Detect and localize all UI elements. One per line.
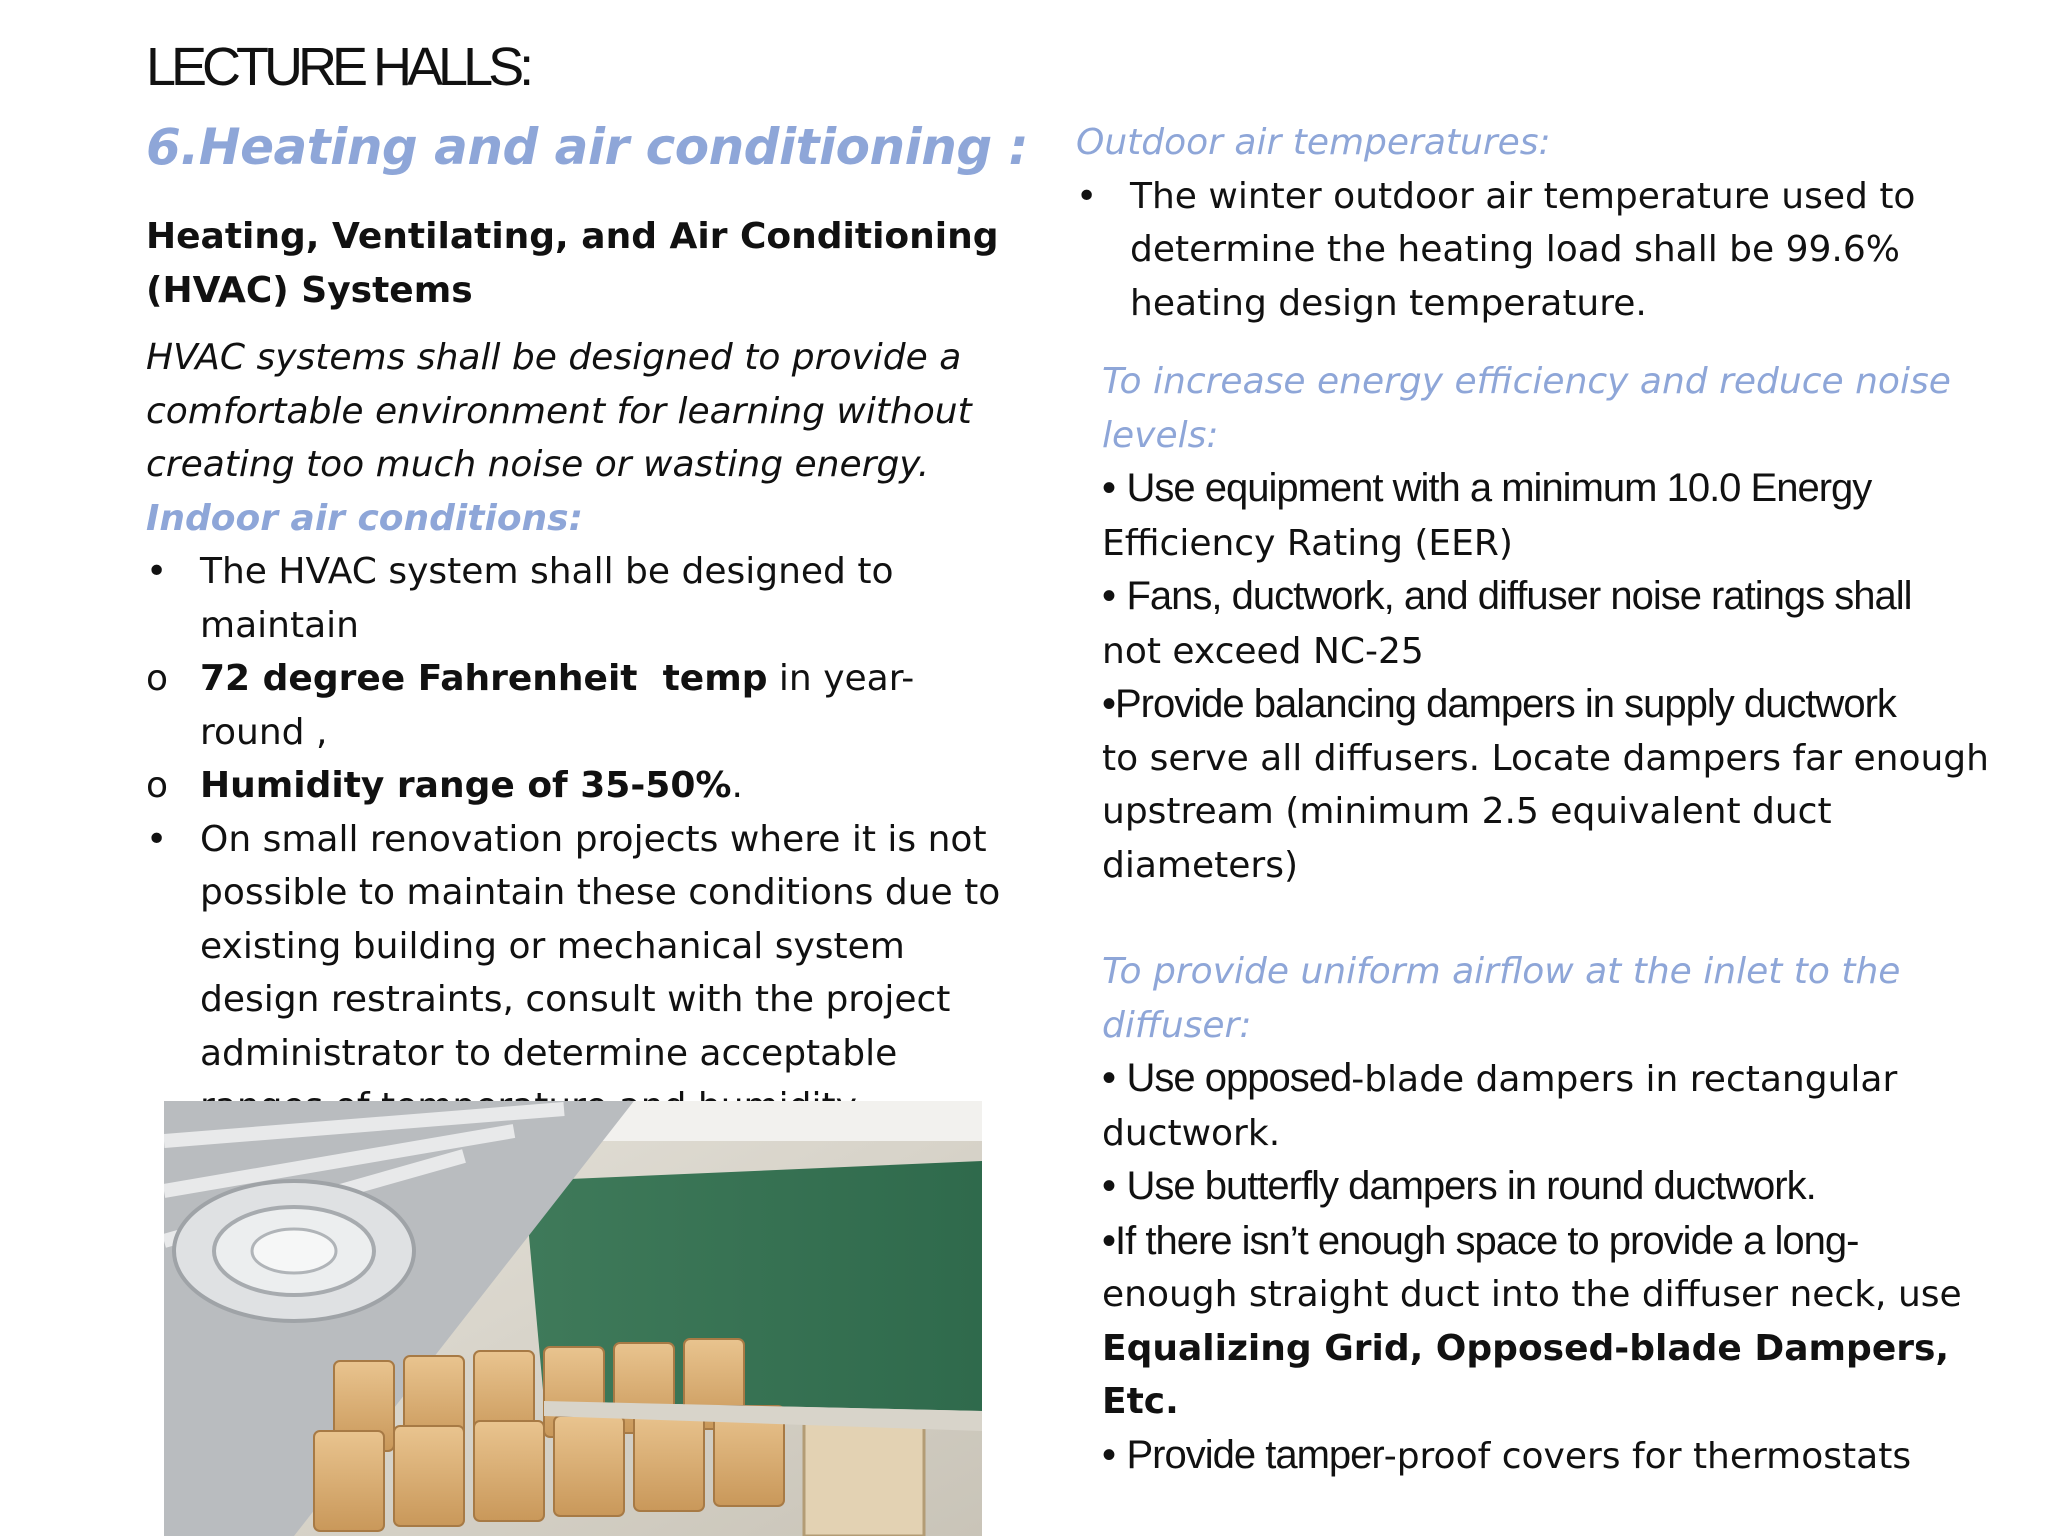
temp-value: 72 degree Fahrenheit temp — [200, 658, 768, 699]
opposed-item-cont: ductwork. — [1102, 1112, 1281, 1154]
dampers-item-cont: upstream (minimum 2.5 equivalent duct — [1102, 791, 1832, 832]
space-item: •If there isn’t enough space to provide a long- — [1102, 1218, 1859, 1263]
efficiency-heading-line2: levels: — [1102, 414, 1219, 456]
space-item-cont: enough straight duct into the diffuser neck, use — [1102, 1274, 1962, 1315]
opposed-item-rest: -blade dampers in rectangular — [1351, 1059, 1898, 1100]
hvac-subheading-line2: (HVAC) Systems — [146, 269, 473, 311]
intro-line3: creating too much noise or wasting energy. — [146, 444, 930, 485]
indoor-list — [146, 545, 1016, 1134]
list-item — [1076, 170, 2006, 331]
outdoor-list — [1076, 170, 2006, 331]
bullet-marker: • — [146, 818, 168, 860]
page-title: LECTURE HALLS: — [146, 37, 530, 97]
bullet1-line1: The HVAC system shall be designed to — [200, 551, 894, 592]
efficiency-block — [1076, 355, 2006, 1483]
intro-line1: HVAC systems shall be designed to provide a — [146, 337, 962, 378]
list-item — [146, 759, 1016, 813]
tamper-item: Provide tamper — [1126, 1432, 1384, 1477]
outdoor-line: heating design temperature. — [1130, 282, 1647, 324]
butterfly-item: Use butterfly dampers in round ductwork. — [1126, 1164, 1816, 1208]
outdoor-air-heading: Outdoor air temperatures: — [1076, 122, 1551, 163]
circle-marker: o — [146, 658, 169, 699]
outdoor-line: The winter outdoor air temperature used to — [1130, 175, 1916, 217]
section-heading: 6.Heating and air conditioning : — [146, 118, 1029, 176]
lecture-hall-photo — [164, 1101, 982, 1536]
bullet-marker: • — [1102, 574, 1116, 618]
bullet2-line: design restraints, consult with the project — [200, 979, 951, 1020]
list-item — [146, 545, 1016, 652]
intro-line2: comfortable environment for learning without — [146, 390, 972, 432]
tamper-item-rest: -proof covers for thermostats — [1383, 1435, 1912, 1477]
bullet1-line2: maintain — [200, 604, 359, 646]
left-column — [146, 210, 1016, 1134]
list-item — [146, 813, 1016, 1134]
bullet2-line: On small renovation projects where it is not — [200, 818, 987, 860]
airflow-heading-line2: diffuser: — [1102, 1004, 1252, 1046]
indoor-air-heading: Indoor air conditions: — [146, 497, 584, 539]
space-item-bold: Equalizing Grid, Opposed-blade Dampers, Etc. — [1102, 1327, 1950, 1422]
bullet-marker: • — [146, 551, 168, 592]
bullet-marker: • — [1076, 175, 1098, 217]
bullet2-line: administrator to determine acceptable — [200, 1032, 898, 1074]
dampers-item-cont: diameters) — [1102, 844, 1298, 886]
outdoor-line: determine the heating load shall be 99.6% — [1130, 229, 1900, 270]
bullet2-line: existing building or mechanical system — [200, 925, 905, 967]
list-item — [146, 652, 1016, 759]
humidity-rest: . — [731, 765, 743, 806]
dampers-item: •Provide balancing dampers in supply ductwork — [1102, 682, 1896, 726]
opposed-item: Use opposed — [1126, 1056, 1352, 1100]
bullet-marker: • — [1102, 1432, 1116, 1477]
airflow-heading-line1: To provide uniform airflow at the inlet to the — [1102, 951, 1901, 992]
right-column — [1076, 116, 2006, 1483]
circle-marker: o — [146, 765, 169, 806]
noise-item: Fans, ductwork, and diffuser noise ratings shall — [1126, 574, 1912, 618]
bullet-marker: • — [1102, 1164, 1116, 1208]
noise-item-cont: not exceed NC-25 — [1102, 630, 1424, 672]
hvac-subheading-line1: Heating, Ventilating, and Air Conditioning — [146, 216, 999, 257]
bullet2-line: possible to maintain these conditions due to — [200, 872, 1001, 913]
eer-item: Use equipment with a minimum 10.0 Energy — [1126, 466, 1872, 510]
bullet-marker: • — [1102, 1056, 1116, 1100]
efficiency-heading-line1: To increase energy efficiency and reduce noise — [1102, 361, 1951, 402]
bullet-marker: • — [1102, 466, 1116, 510]
humidity-value: Humidity range of 35-50% — [200, 765, 732, 806]
eer-item-cont: Efficiency Rating (EER) — [1102, 522, 1513, 564]
temp-rest: in year-round , — [200, 658, 915, 753]
dampers-item-cont: to serve all diffusers. Locate dampers far enough — [1102, 737, 1989, 779]
lecture-hall-illustration — [164, 1101, 982, 1536]
